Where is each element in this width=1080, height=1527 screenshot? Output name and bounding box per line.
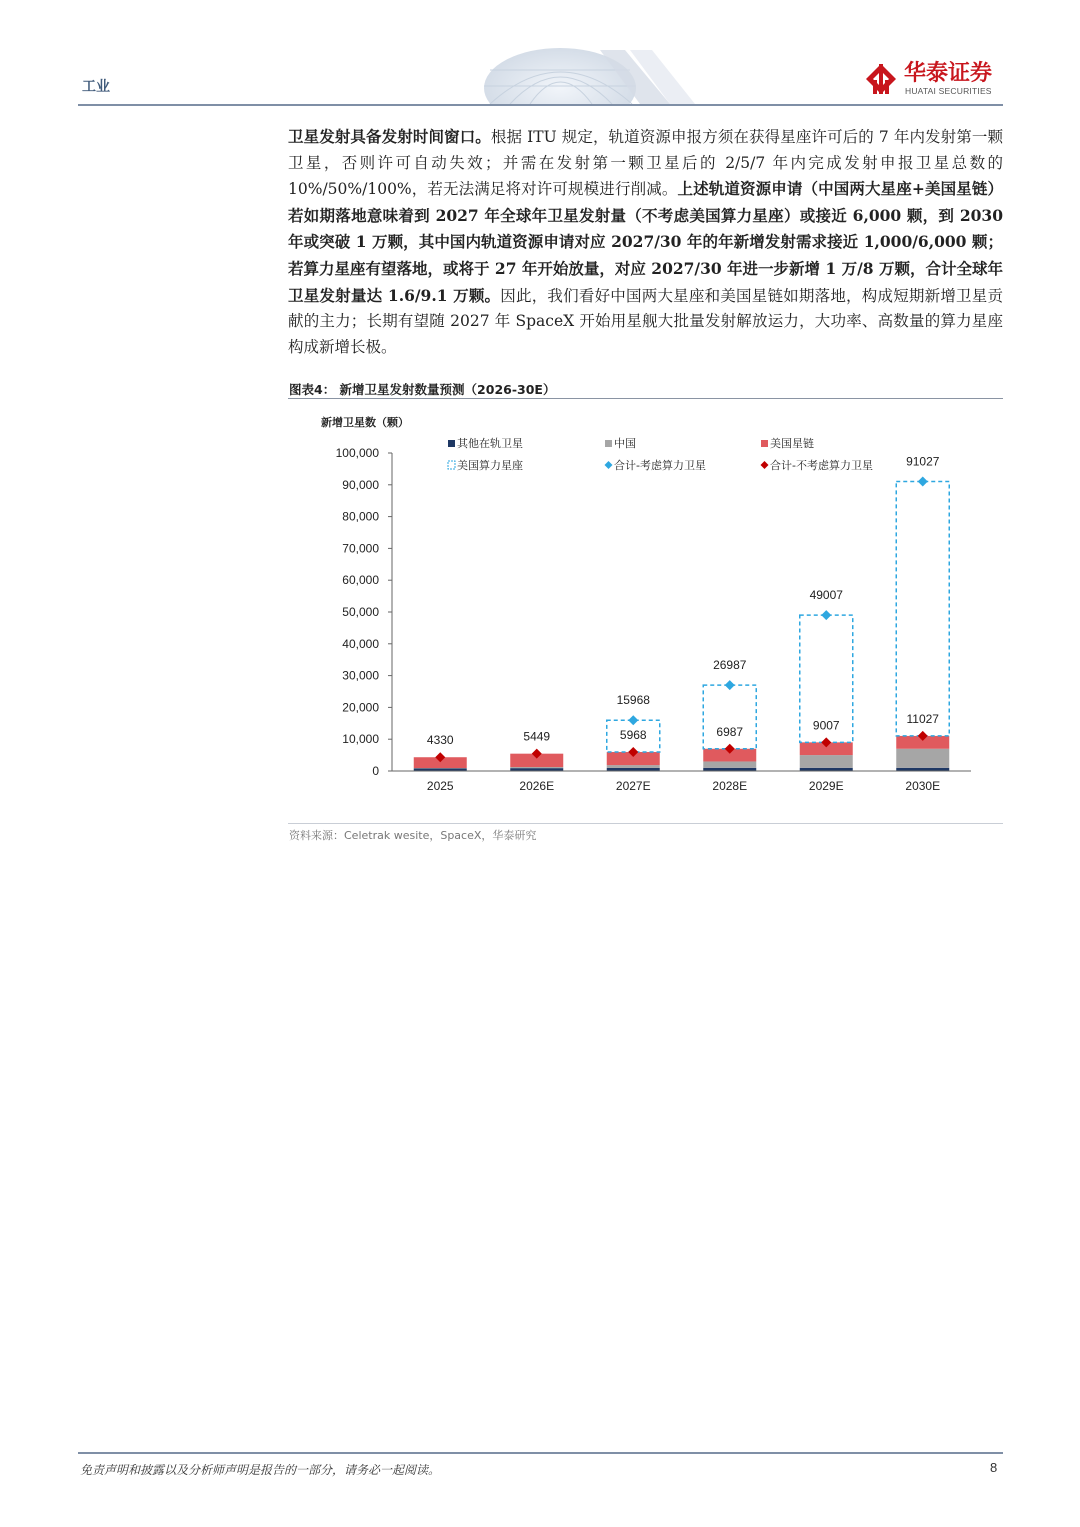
chart-bars — [414, 482, 950, 771]
y-tick-label: 10,000 — [342, 732, 379, 747]
bar-segment-dashed — [703, 685, 756, 749]
x-tick-label: 2026E — [519, 779, 555, 793]
legend-label: 中国 — [614, 437, 636, 450]
marker-total-with-compute — [725, 680, 735, 690]
page-number: 8 — [990, 1460, 998, 1475]
legend-label: 美国星链 — [770, 437, 814, 450]
legend-label: 合计-不考虑算力卫星 — [770, 459, 873, 472]
marker-total-with-compute — [821, 610, 831, 620]
body-paragraph — [288, 124, 1003, 360]
huatai-logo-icon — [864, 62, 898, 96]
x-tick-label: 2029E — [808, 779, 844, 793]
legend-label: 合计-考虑算力卫星 — [614, 459, 706, 472]
data-label-total-without-compute: 5449 — [523, 729, 551, 744]
data-label-total-with-compute: 26987 — [713, 658, 747, 673]
data-label-total-with-compute: 49007 — [809, 588, 843, 603]
figure-source: 资料来源：Celetrak wesite，SpaceX，华泰研究 — [289, 829, 537, 842]
data-label-total-without-compute: 9007 — [812, 718, 840, 733]
y-tick-label: 60,000 — [342, 573, 379, 588]
y-tick-label: 70,000 — [342, 541, 379, 556]
x-tick-label: 2028E — [712, 779, 748, 793]
chart-legend — [448, 436, 873, 472]
y-tick-label: 0 — [372, 764, 379, 778]
legend-swatch — [761, 440, 768, 447]
bar-segment-dashed — [896, 482, 949, 736]
y-tick-label: 20,000 — [342, 700, 379, 715]
huatai-logo — [864, 62, 992, 96]
data-label-total-with-compute: 91027 — [906, 454, 940, 469]
x-tick-label: 2027E — [615, 779, 651, 793]
legend-swatch — [605, 440, 612, 447]
y-tick-label: 30,000 — [342, 668, 379, 683]
data-label-total-without-compute: 11027 — [906, 711, 939, 726]
chart-x-axis — [392, 771, 971, 793]
bar-segment — [510, 767, 563, 768]
legend-label: 美国算力星座 — [457, 459, 523, 472]
paragraph-forecast-bold: 上述轨道资源申请（中国两大星座+美国星链）若如期落地意味着到 2027 年全球年卫星发射量（不考虑美国算力星座）或接近 6,000 颗，到 2030 年或突破 1 万颗，其中国内轨道资源申请对应 2027/30 年的年新增发射需求接近 1,000/6,000 颗；若算力星座有望落地，或将于 27 年开始放量，对应 2027/30 年进一步新增 1 万/8 万颗，合计全球年卫星发射量达 1.6/9.1 万颗。 — [288, 179, 1003, 305]
chart-y-axis — [336, 446, 392, 778]
paragraph-lead-bold: 卫星发射具备发射时间窗口。 — [288, 127, 491, 146]
legend-marker — [605, 461, 613, 469]
y-tick-label: 100,000 — [335, 446, 379, 460]
legend-swatch — [448, 440, 455, 447]
y-tick-label: 80,000 — [342, 509, 379, 524]
legend-label: 其他在轨卫星 — [457, 437, 523, 450]
marker-total-with-compute — [628, 715, 638, 725]
chart-markers — [427, 455, 940, 763]
chart-y-axis-label: 新增卫星数（颗） — [321, 416, 409, 429]
legend-swatch-dashed — [448, 461, 455, 469]
footer-disclaimer: 免责声明和披露以及分析师声明是报告的一部分，请务必一起阅读。 — [80, 1463, 441, 1477]
x-tick-label: 2025 — [426, 779, 454, 793]
y-tick-label: 90,000 — [342, 477, 379, 492]
y-tick-label: 50,000 — [342, 605, 379, 619]
logo-name-cn: 华泰证券 — [904, 61, 993, 86]
figure-title-rule — [288, 398, 1003, 399]
bar-segment — [703, 761, 756, 767]
bar-segment — [800, 755, 853, 768]
footer-divider — [78, 1452, 1003, 1454]
bar-segment — [607, 765, 660, 768]
data-label-total-without-compute: 6987 — [716, 724, 744, 739]
paragraph-conclusion: 因此，我们看好中国两大星座和美国星链如期落地，构成短期新增卫星贡献的主力；长期有望随 2027 年 SpaceX 开始用星舰大批量发射解放运力，大功率、高数量的算力星座构成新增长极。 — [288, 286, 1003, 356]
figure-title: 图表4： 新增卫星发射数量预测（2026-30E） — [289, 382, 556, 397]
header-section-label: 工业 — [82, 79, 110, 95]
data-label-total-with-compute: 15968 — [616, 693, 650, 708]
header-globe-graphic — [420, 40, 720, 106]
header-divider — [78, 104, 1003, 106]
marker-total-with-compute — [918, 477, 928, 487]
data-label-total-without-compute: 5968 — [619, 728, 647, 743]
legend-marker — [761, 461, 769, 469]
logo-name-en: HUATAI SECURITIES — [905, 86, 992, 96]
bar-segment — [896, 749, 949, 768]
source-rule — [288, 823, 1003, 824]
satellite-launch-chart — [288, 405, 1003, 817]
y-tick-label: 40,000 — [342, 636, 379, 651]
x-tick-label: 2030E — [905, 779, 941, 793]
data-label-total-without-compute: 4330 — [426, 733, 454, 748]
paragraph-sentence-itu: 根据 ITU 规定，轨道资源申报方须在获得星座许可后的 7 年内发射第一颗卫星，否则许可自动失效；并需在发射第一颗卫星后的 2/5/7 年内完成发射申报卫星总数的 10%/50%/100%，若无法满足将对许可规模进行削减。 — [288, 128, 1003, 199]
